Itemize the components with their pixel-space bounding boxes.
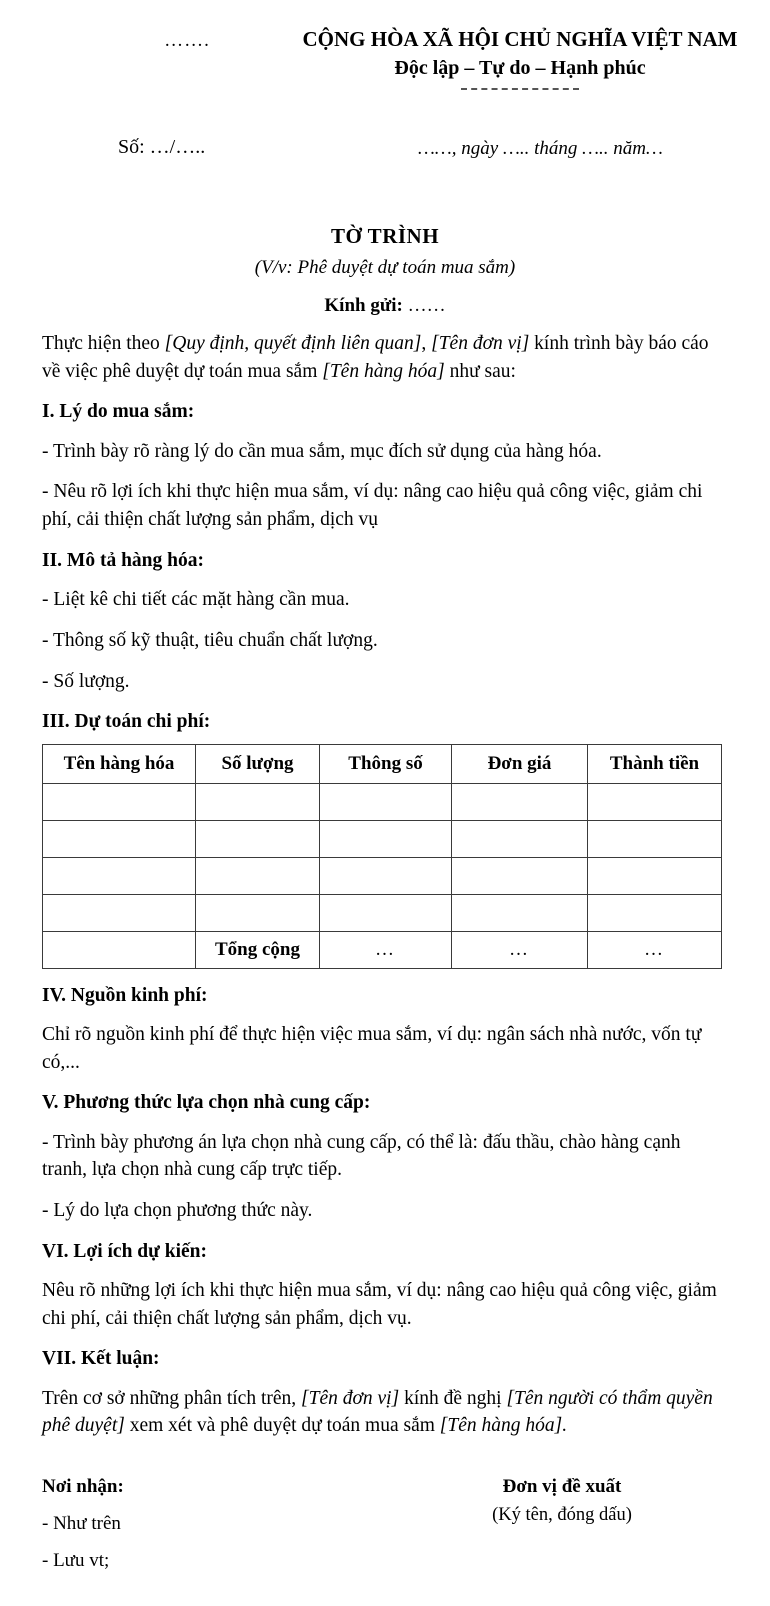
cell-unit-price[interactable] <box>452 820 588 857</box>
cell-unit-price[interactable] <box>452 783 588 820</box>
header-divider-rule <box>461 88 579 90</box>
page-title: TỜ TRÌNH <box>330 224 440 248</box>
section-heading-6: VI. Lợi ích dự kiến: <box>42 1240 207 1262</box>
cell-unit-price[interactable] <box>452 857 588 894</box>
table-row[interactable] <box>43 894 722 931</box>
cell-amount[interactable] <box>588 857 722 894</box>
intro-text-3: kính trình bày báo cáo về việc phê duyệt dự toán mua sắm <box>42 333 709 382</box>
cell-amount[interactable] <box>588 894 722 931</box>
table-row[interactable] <box>43 820 722 857</box>
intro-text-2: , <box>421 333 432 354</box>
column-header-goods-name: Tên hàng hóa <box>43 744 196 783</box>
section-heading-3: III. Dự toán chi phí: <box>42 711 211 733</box>
document-date: ……, ngày ….. tháng ….. năm… <box>418 138 663 159</box>
conclusion-paragraph <box>42 1385 728 1440</box>
cell-specification[interactable] <box>320 783 452 820</box>
intro-placeholder-regulation: [Quy định, quyết định liên quan] <box>164 333 422 354</box>
cell-amount[interactable] <box>588 820 722 857</box>
proposer-title: Đơn vị đề xuất <box>502 1476 622 1498</box>
addressee-value: …… <box>407 295 446 316</box>
cell-quantity[interactable] <box>196 820 320 857</box>
recipients-title: Nơi nhận: <box>42 1476 124 1498</box>
table-body <box>43 783 722 968</box>
issuing-org-placeholder: ……. <box>164 30 210 51</box>
section-heading-5: V. Phương thức lựa chọn nhà cung cấp: <box>42 1092 371 1114</box>
conclusion-text-3: xem xét và phê duyệt dự toán mua sắm <box>124 1415 440 1437</box>
cell-total-specification: … <box>320 931 452 968</box>
title-block <box>0 224 770 317</box>
intro-text-4: như sau: <box>444 360 516 382</box>
intro-placeholder-unit: [Tên đơn vị] <box>431 333 530 354</box>
national-title: CỘNG HÒA XÃ HỘI CHỦ NGHĨA VIỆT NAM <box>302 27 738 51</box>
cell-goods-name[interactable] <box>43 783 196 820</box>
national-motto: Độc lập – Tự do – Hạnh phúc <box>394 57 646 80</box>
cell-goods-name[interactable] <box>43 894 196 931</box>
section-6-paragraph-1: Nêu rõ những lợi ích khi thực hiện mua sắm, ví dụ: nâng cao hiệu quả công việc, giảm chi phí, cải thiện chất lượng sản phẩm, dịch vụ. <box>42 1280 717 1329</box>
section-heading-4: IV. Nguồn kinh phí: <box>42 984 208 1006</box>
document-subject: (V/v: Phê duyệt dự toán mua sắm) <box>254 257 516 278</box>
intro-paragraph <box>42 330 728 385</box>
section-2-paragraph-1: - Liệt kê chi tiết các mặt hàng cần mua. <box>42 589 350 611</box>
cell-specification[interactable] <box>320 857 452 894</box>
cell-quantity[interactable] <box>196 857 320 894</box>
cell-unit-price[interactable] <box>452 894 588 931</box>
section-5-paragraph-2: - Lý do lựa chọn phương thức này. <box>42 1199 313 1221</box>
cell-specification[interactable] <box>320 820 452 857</box>
cell-specification[interactable] <box>320 894 452 931</box>
signature-block <box>42 1476 728 1606</box>
cell-total-blank <box>43 931 196 968</box>
column-header-specification: Thông số <box>320 744 452 783</box>
section-1-paragraph-1: - Trình bày rõ ràng lý do cần mua sắm, mục đích sử dụng của hàng hóa. <box>42 440 602 462</box>
section-4-paragraph-1: Chỉ rõ nguồn kinh phí để thực hiện việc mua sắm, ví dụ: ngân sách nhà nước, vốn tự có,... <box>42 1023 702 1073</box>
national-heading-group <box>300 26 740 90</box>
cost-estimate-table <box>42 744 722 969</box>
document-body <box>42 330 728 1606</box>
document-header <box>0 0 770 120</box>
cell-quantity[interactable] <box>196 894 320 931</box>
addressee-label: Kính gửi: <box>324 295 403 316</box>
intro-text-1: Thực hiện theo <box>42 333 165 354</box>
cell-total-amount: … <box>588 931 722 968</box>
conclusion-placeholder-goods: [Tên hàng hóa] <box>439 1415 563 1437</box>
cell-goods-name[interactable] <box>43 857 196 894</box>
proposer-block <box>402 1476 722 1526</box>
table-header-row <box>43 744 722 783</box>
addressee-line <box>0 295 770 317</box>
column-header-quantity: Số lượng <box>196 744 320 783</box>
table-total-row <box>43 931 722 968</box>
proposer-signature-note: (Ký tên, đóng dấu) <box>492 1505 632 1526</box>
document-meta-row <box>0 136 770 182</box>
recipients-block <box>42 1476 372 1572</box>
section-2-paragraph-2: - Thông số kỹ thuật, tiêu chuẩn chất lượng. <box>42 629 378 651</box>
cell-total-label: Tổng cộng <box>196 931 320 968</box>
conclusion-placeholder-authority: [Tên người có thẩm quyền phê duyệt] <box>42 1387 713 1437</box>
cell-total-unit-price: … <box>452 931 588 968</box>
conclusion-text-2: kính đề nghị <box>399 1387 507 1409</box>
table-row[interactable] <box>43 857 722 894</box>
recipient-item-2: - Lưu vt; <box>42 1550 110 1572</box>
recipient-item-1: - Như trên <box>42 1513 121 1535</box>
section-heading-2: II. Mô tả hàng hóa: <box>42 549 204 571</box>
section-heading-7: VII. Kết luận: <box>42 1348 160 1370</box>
section-5-paragraph-1: - Trình bày phương án lựa chọn nhà cung cấp, có thể là: đấu thầu, chào hàng cạnh tranh, lựa chọn nhà cung cấp trực tiếp. <box>42 1131 681 1181</box>
cell-quantity[interactable] <box>196 783 320 820</box>
conclusion-text-1: Trên cơ sở những phân tích trên, <box>42 1387 302 1409</box>
section-1-paragraph-2: - Nêu rõ lợi ích khi thực hiện mua sắm, ví dụ: nâng cao hiệu quả công việc, giảm chi phí, cải thiện chất lượng sản phẩm, dịch vụ <box>42 481 703 531</box>
column-header-unit-price: Đơn giá <box>452 744 588 783</box>
conclusion-text-4: . <box>562 1415 568 1437</box>
document-number: Số: …/….. <box>118 136 206 158</box>
column-header-amount: Thành tiền <box>588 744 722 783</box>
conclusion-placeholder-unit: [Tên đơn vị] <box>301 1387 400 1409</box>
section-heading-1: I. Lý do mua sắm: <box>42 401 195 423</box>
cell-goods-name[interactable] <box>43 820 196 857</box>
table-row[interactable] <box>43 783 722 820</box>
intro-placeholder-goods: [Tên hàng hóa] <box>322 360 445 382</box>
section-2-paragraph-3: - Số lượng. <box>42 670 130 692</box>
cell-amount[interactable] <box>588 783 722 820</box>
